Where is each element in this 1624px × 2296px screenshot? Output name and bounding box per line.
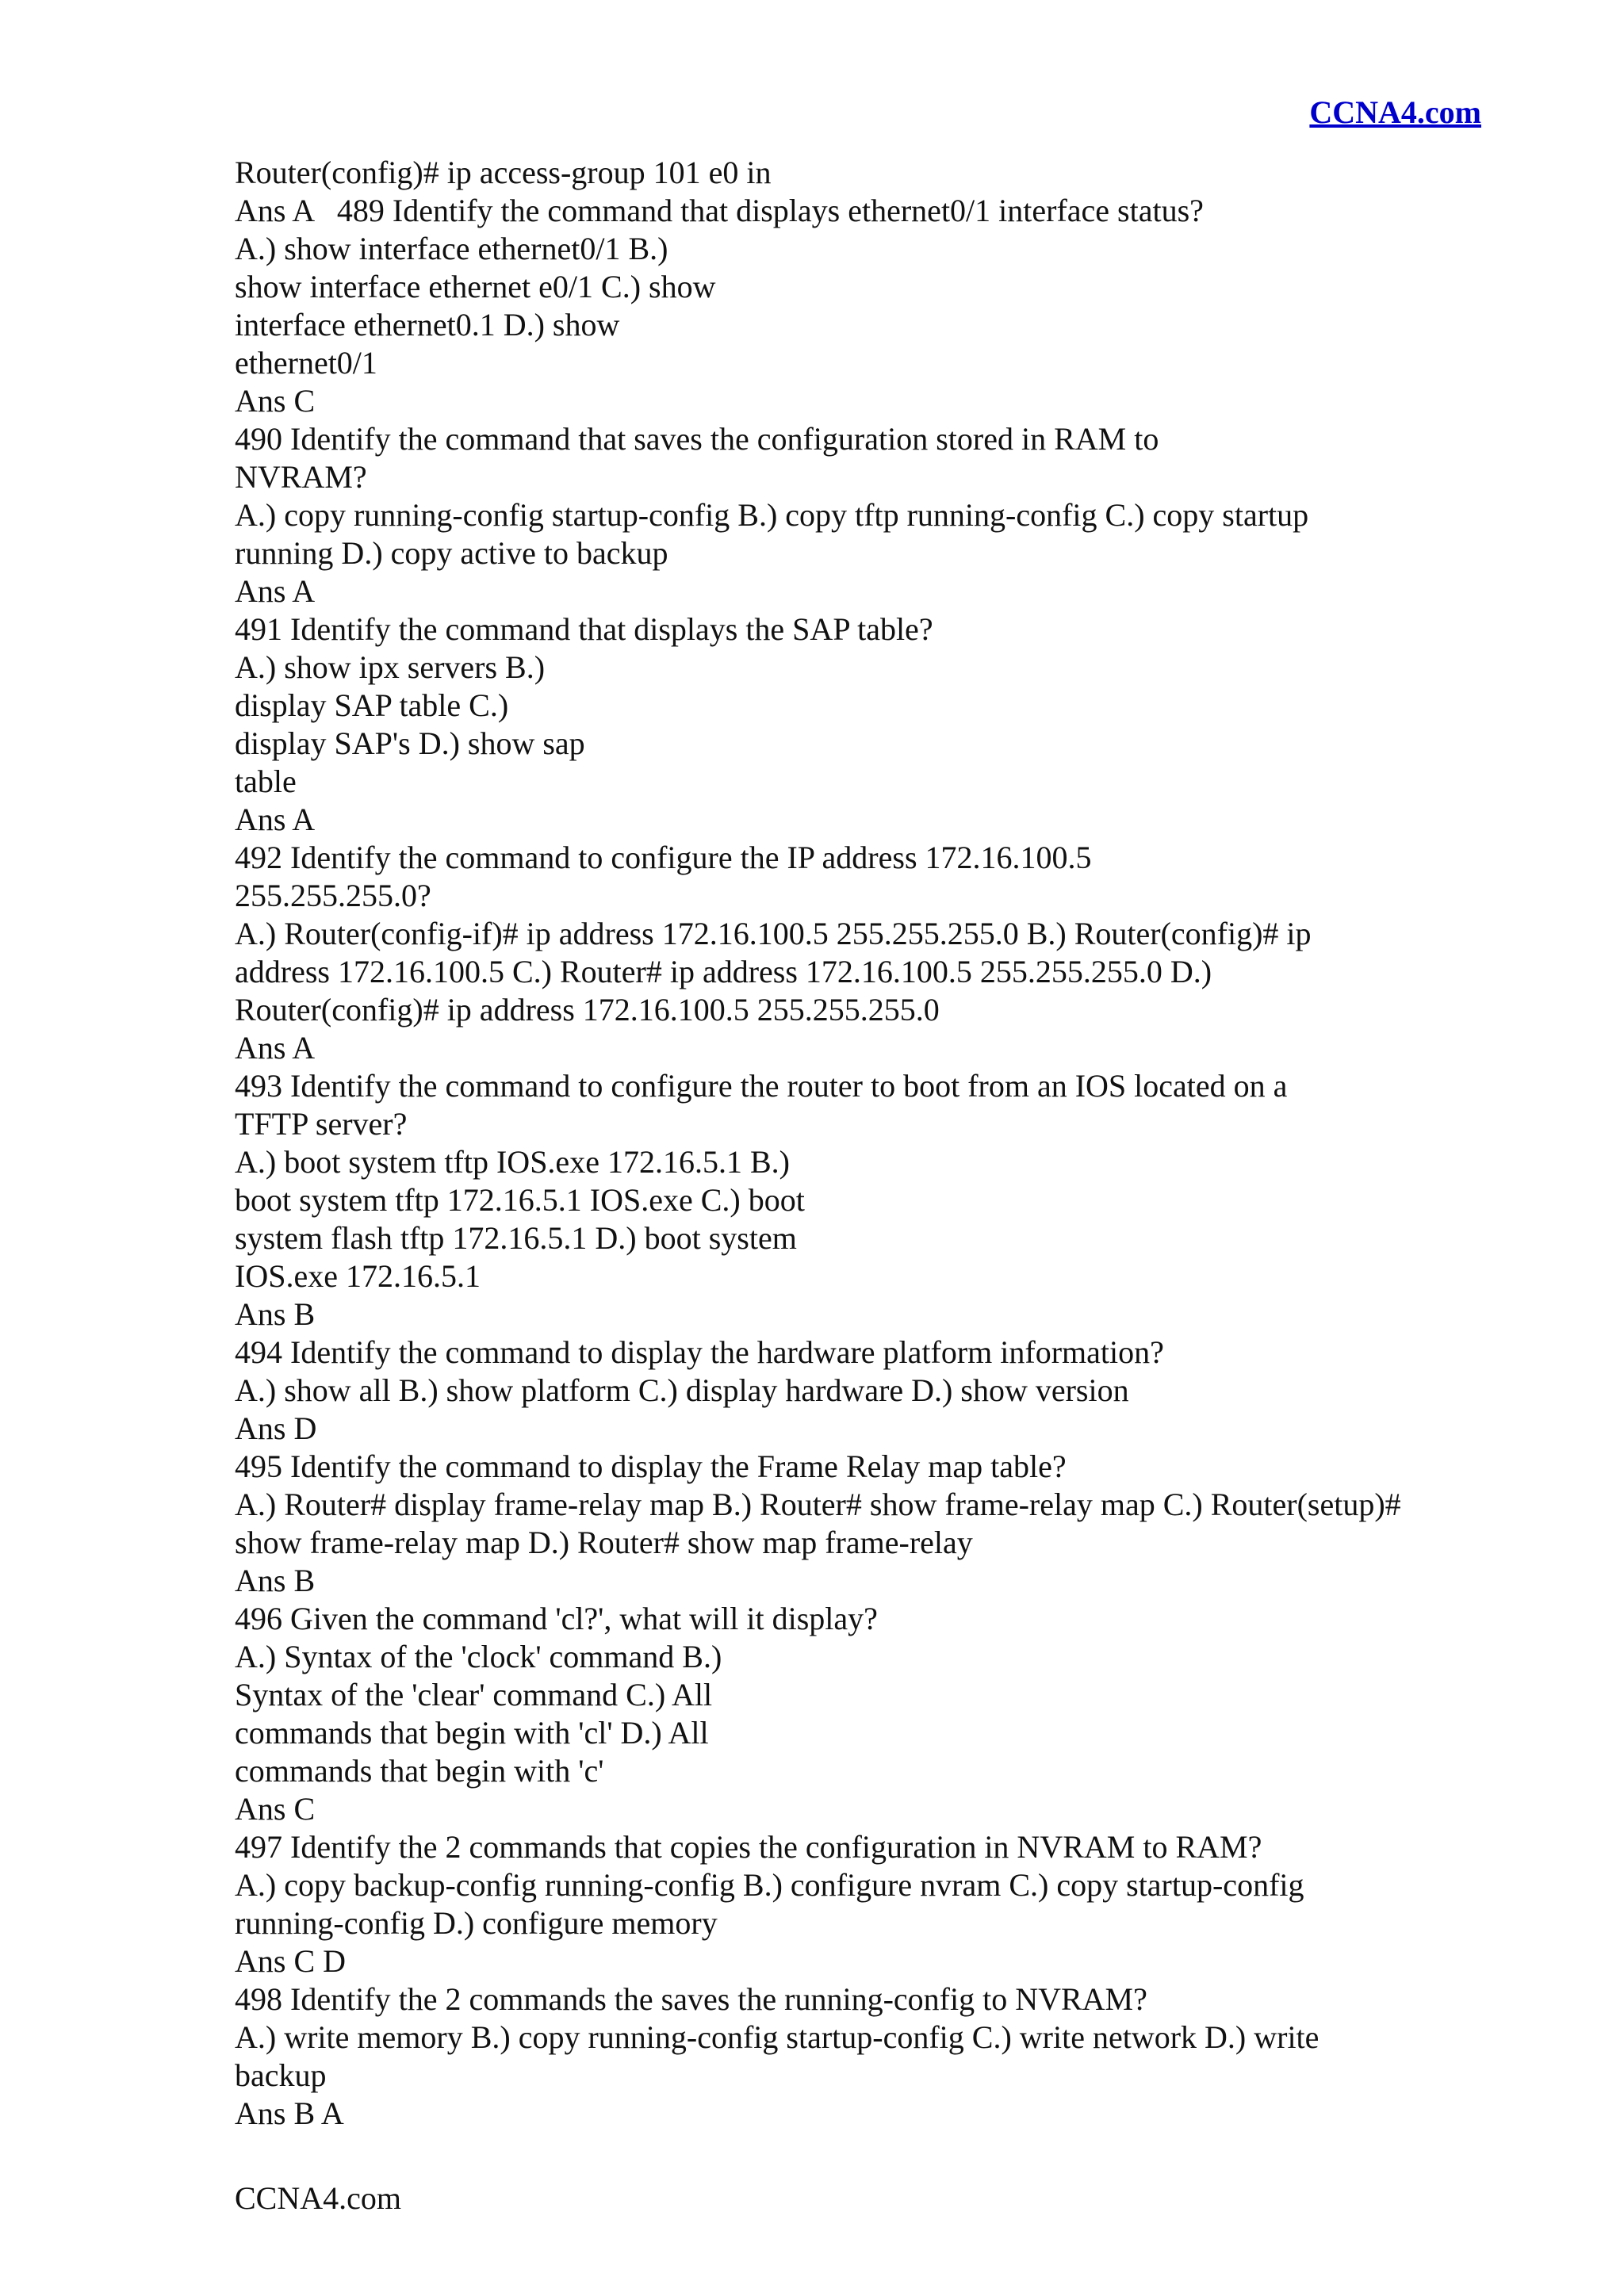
text-line: Ans C D — [235, 1943, 347, 1979]
text-line: A.) Router(config-if)# ip address 172.16.100.5 255.255.255.0 B.) Router(config)# ip — [235, 916, 1312, 951]
text-line: 496 Given the command 'cl?', what will it display? — [235, 1601, 878, 1636]
text-line: A.) show ipx servers B.) — [235, 649, 546, 685]
text-line: backup — [235, 2057, 327, 2093]
text-line: 491 Identify the command that displays the SAP table? — [235, 611, 933, 647]
text-line: IOS.exe 172.16.5.1 — [235, 1258, 481, 1294]
text-line: A.) show interface ethernet0/1 B.) — [235, 231, 668, 266]
text-line: interface ethernet0.1 D.) show — [235, 307, 620, 342]
text-line: 255.255.255.0? — [235, 878, 431, 913]
text-line: A.) copy running-config startup-config B.) copy tftp running-config C.) copy startup — [235, 497, 1309, 533]
text-line: address 172.16.100.5 C.) Router# ip address 172.16.100.5 255.255.255.0 D.) — [235, 954, 1212, 989]
text-line: Ans B — [235, 1296, 316, 1332]
text-line: boot system tftp 172.16.5.1 IOS.exe C.) boot — [235, 1182, 805, 1218]
text-line: Ans A — [235, 802, 316, 837]
text-line: commands that begin with 'cl' D.) All — [235, 1715, 709, 1751]
text-line: Ans D — [235, 1410, 317, 1446]
text-line: 493 Identify the command to configure the router to boot from an IOS located on a — [235, 1068, 1288, 1104]
text-line: 497 Identify the 2 commands that copies the configuration in NVRAM to RAM? — [235, 1829, 1262, 1865]
text-line: TFTP server? — [235, 1106, 408, 1142]
text-line: Ans A 489 Identify the command that displays ethernet0/1 interface status? — [235, 193, 1204, 228]
document-body — [235, 154, 1519, 2133]
text-line: 498 Identify the 2 commands the saves the running-config to NVRAM? — [235, 1981, 1147, 2017]
text-line: 495 Identify the command to display the Frame Relay map table? — [235, 1448, 1067, 1484]
text-line: running D.) copy active to backup — [235, 535, 668, 571]
text-line: Ans A — [235, 1030, 316, 1066]
text-line: show interface ethernet e0/1 C.) show — [235, 269, 716, 304]
text-line: NVRAM? — [235, 459, 367, 495]
text-line: A.) Router# display frame-relay map B.) Router# show frame-relay map C.) Router(setup)# — [235, 1487, 1401, 1522]
text-line: 494 Identify the command to display the hardware platform information? — [235, 1334, 1164, 1370]
text-line: Ans A — [235, 573, 316, 609]
text-line: 490 Identify the command that saves the configuration stored in RAM to — [235, 421, 1159, 457]
text-line: display SAP's D.) show sap — [235, 725, 585, 761]
text-line: A.) write memory B.) copy running-config startup-config C.) write network D.) write — [235, 2019, 1320, 2055]
text-line: 492 Identify the command to configure the IP address 172.16.100.5 — [235, 840, 1092, 875]
text-line: running-config D.) configure memory — [235, 1905, 718, 1941]
text-line: A.) copy backup-config running-config B.) configure nvram C.) copy startup-config — [235, 1867, 1304, 1903]
footer-site-name: CCNA4.com — [235, 2180, 401, 2216]
text-line: display SAP table C.) — [235, 687, 509, 723]
text-line: Ans C — [235, 1791, 316, 1827]
text-line: system flash tftp 172.16.5.1 D.) boot system — [235, 1220, 797, 1256]
text-line: Ans B A — [235, 2095, 344, 2131]
text-line: Ans B — [235, 1563, 316, 1598]
text-line: Ans C — [235, 383, 316, 419]
text-line: table — [235, 763, 297, 799]
text-line: commands that begin with 'c' — [235, 1753, 604, 1789]
text-line: Router(config)# ip access-group 101 e0 in — [235, 155, 772, 190]
text-line: Router(config)# ip address 172.16.100.5 255.255.255.0 — [235, 992, 940, 1027]
header-site-link[interactable]: CCNA4.com — [1309, 94, 1481, 130]
text-line: A.) boot system tftp IOS.exe 172.16.5.1 B.) — [235, 1144, 790, 1180]
text-line: ethernet0/1 — [235, 345, 377, 381]
text-line: show frame-relay map D.) Router# show map frame-relay — [235, 1525, 973, 1560]
text-line: A.) show all B.) show platform C.) display hardware D.) show version — [235, 1372, 1129, 1408]
text-line: Syntax of the 'clear' command C.) All — [235, 1677, 713, 1712]
text-line: A.) Syntax of the 'clock' command B.) — [235, 1639, 722, 1674]
